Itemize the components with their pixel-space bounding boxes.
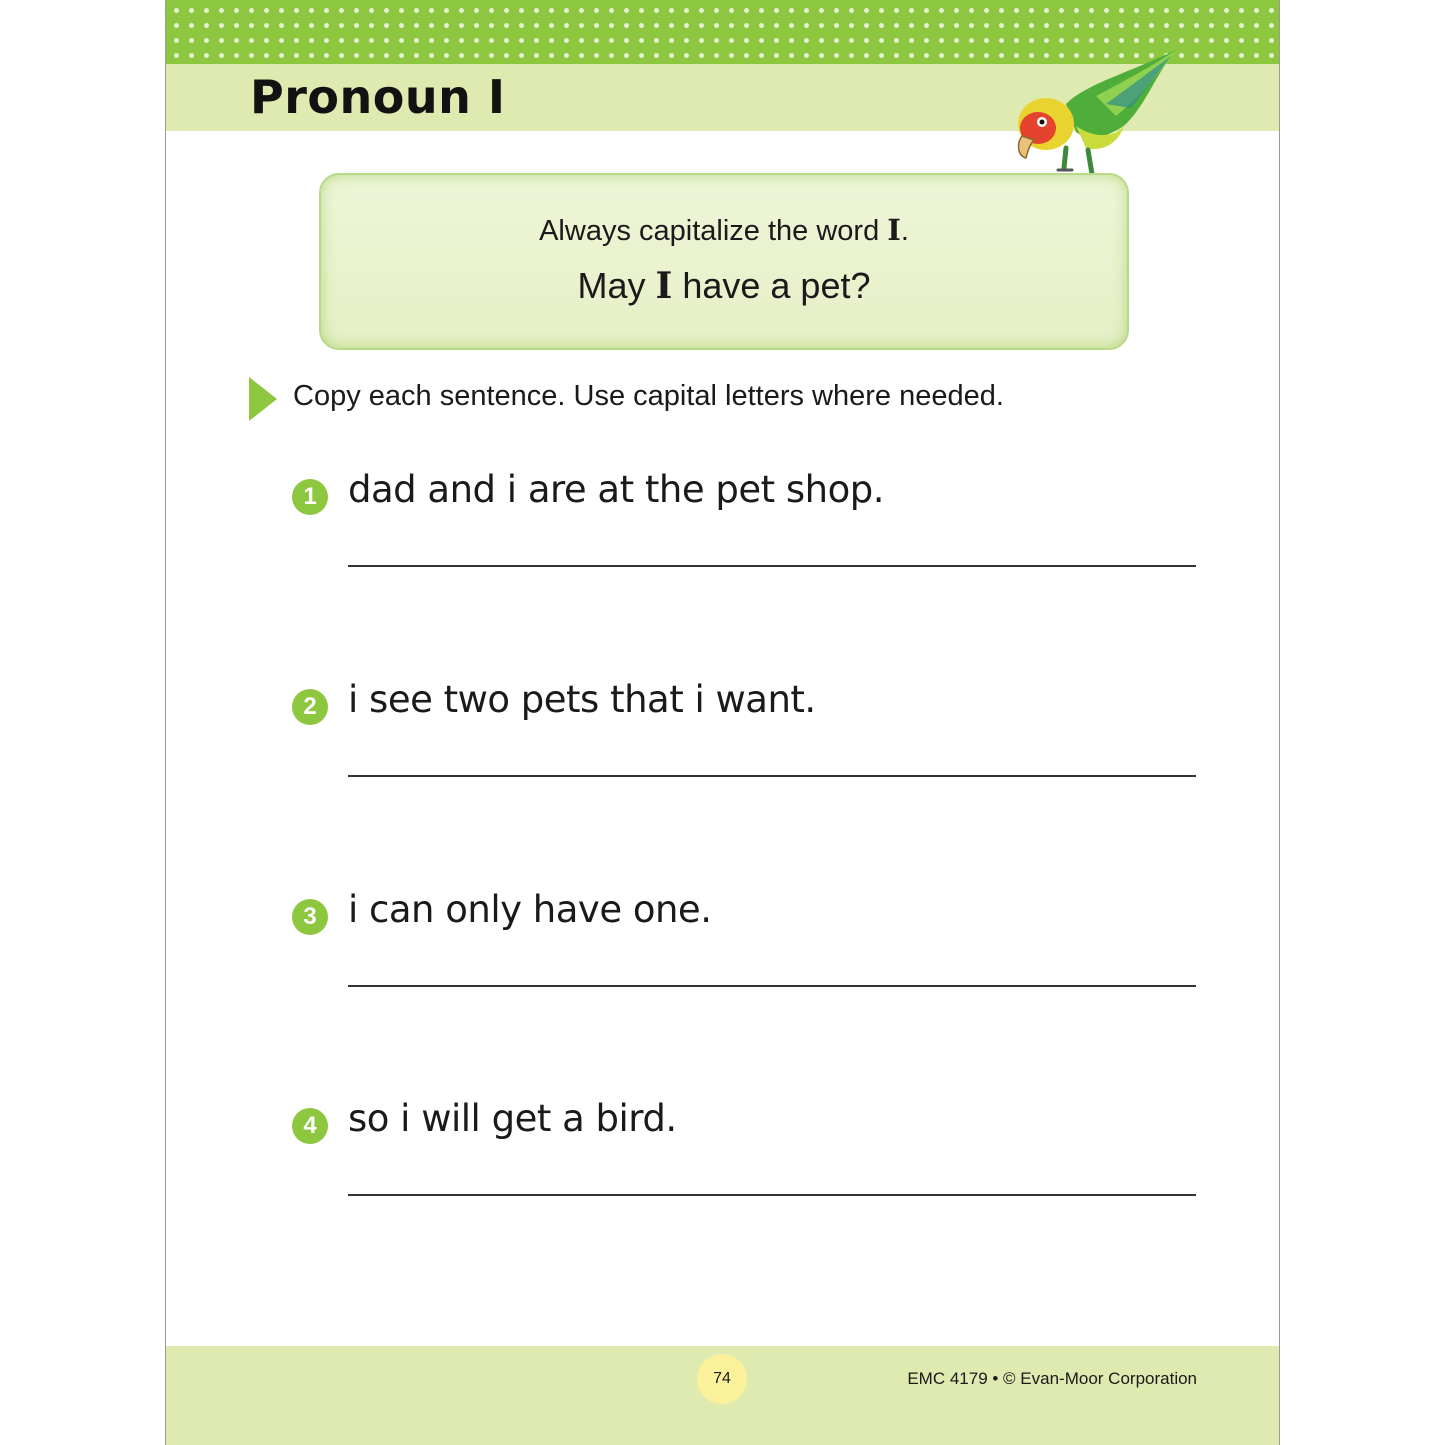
answer-line[interactable]: [348, 565, 1196, 567]
directions-text: Copy each sentence. Use capital letters where needed.: [293, 380, 1004, 412]
rule-example: [321, 265, 1127, 307]
item-number-badge: 4: [292, 1108, 328, 1144]
item-number-badge: 2: [292, 689, 328, 725]
example-highlight-word: I: [655, 265, 673, 307]
worksheet-page: [165, 0, 1280, 1445]
item-number-badge: 3: [292, 899, 328, 935]
item-sentence: i can only have one.: [348, 888, 712, 931]
example-text-before: May: [577, 265, 656, 306]
page-title: Pronoun I: [250, 70, 506, 124]
item-sentence: so i will get a bird.: [348, 1097, 677, 1140]
rule-highlight-word: I: [887, 213, 901, 247]
answer-line[interactable]: [348, 1194, 1196, 1196]
exercise-item: [292, 888, 1197, 1024]
exercise-item: [292, 1097, 1197, 1233]
exercise-item: [292, 678, 1197, 814]
copyright-text: EMC 4179 • © Evan-Moor Corporation: [907, 1369, 1197, 1388]
example-text-after: have a pet?: [672, 265, 871, 306]
exercise-item: [292, 468, 1197, 604]
answer-line[interactable]: [348, 775, 1196, 777]
rule-period: .: [900, 215, 909, 247]
item-sentence: i see two pets that i want.: [348, 678, 816, 721]
parrot-illustration: [1006, 44, 1186, 184]
rule-text: Always capitalize the word: [539, 215, 888, 247]
rule-box: [319, 173, 1129, 350]
green-arrow-icon: [249, 377, 277, 421]
page-number: 74: [697, 1354, 747, 1404]
answer-line[interactable]: [348, 985, 1196, 987]
item-sentence: dad and i are at the pet shop.: [348, 468, 884, 511]
footer-band: [166, 1346, 1279, 1445]
rule-statement: [321, 213, 1127, 248]
item-number-badge: 1: [292, 479, 328, 515]
